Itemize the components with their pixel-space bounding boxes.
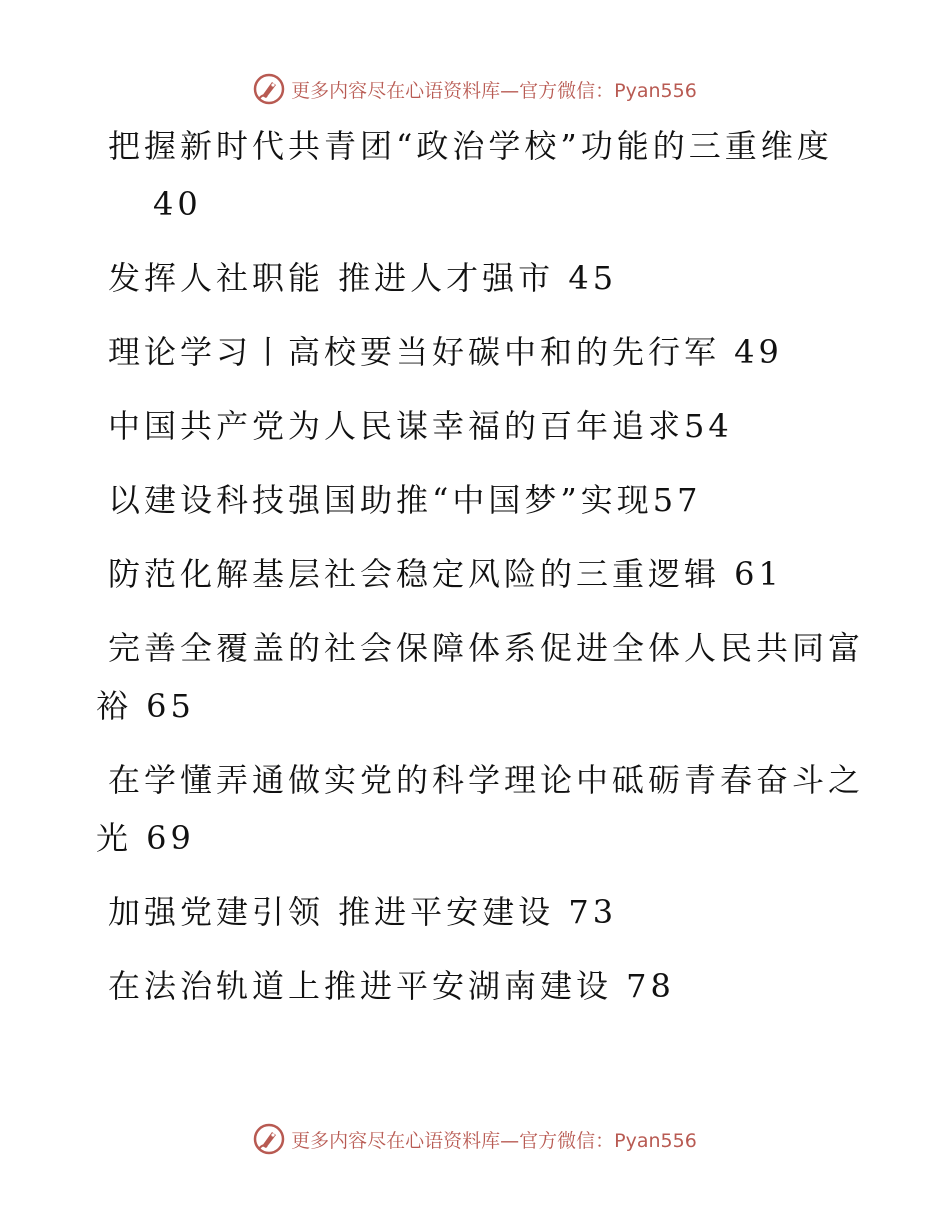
toc-entry-title[interactable]: 完善全覆盖的社会保障体系促进全体人民共同富 <box>108 629 865 667</box>
footer-banner <box>0 1122 950 1156</box>
toc-entry[interactable]: 在法治轨道上推进平安湖南建设 78 <box>108 967 675 1005</box>
toc-entry-continuation[interactable]: 光 69 <box>96 819 195 857</box>
toc-entry-title[interactable]: 在学懂弄通做实党的科学理论中砥砺青春奋斗之 <box>108 761 865 799</box>
toc-entry-title[interactable]: 把握新时代共青团“政治学校”功能的三重维度 <box>108 127 833 165</box>
toc-entry[interactable]: 加强党建引领 推进平安建设 73 <box>108 893 618 931</box>
header-banner-text: 更多内容尽在心语资料库—官方微信：Pyan556 <box>291 79 697 102</box>
toc-entry-page[interactable]: 40 <box>153 185 202 223</box>
footer-banner-text: 更多内容尽在心语资料库—官方微信：Pyan556 <box>291 1129 697 1152</box>
toc-entry[interactable]: 中国共产党为人民谋幸福的百年追求54 <box>108 407 733 445</box>
toc-entry[interactable]: 发挥人社职能 推进人才强市 45 <box>108 259 618 297</box>
pen-nib-logo-icon <box>253 1123 285 1155</box>
toc-entry[interactable]: 以建设科技强国助推“中国梦”实现57 <box>108 481 702 519</box>
toc-entry-continuation[interactable]: 裕 65 <box>96 687 195 725</box>
toc-entry[interactable]: 理论学习丨高校要当好碳中和的先行军 49 <box>108 333 783 371</box>
toc-entry[interactable]: 防范化解基层社会稳定风险的三重逻辑 61 <box>108 555 783 593</box>
